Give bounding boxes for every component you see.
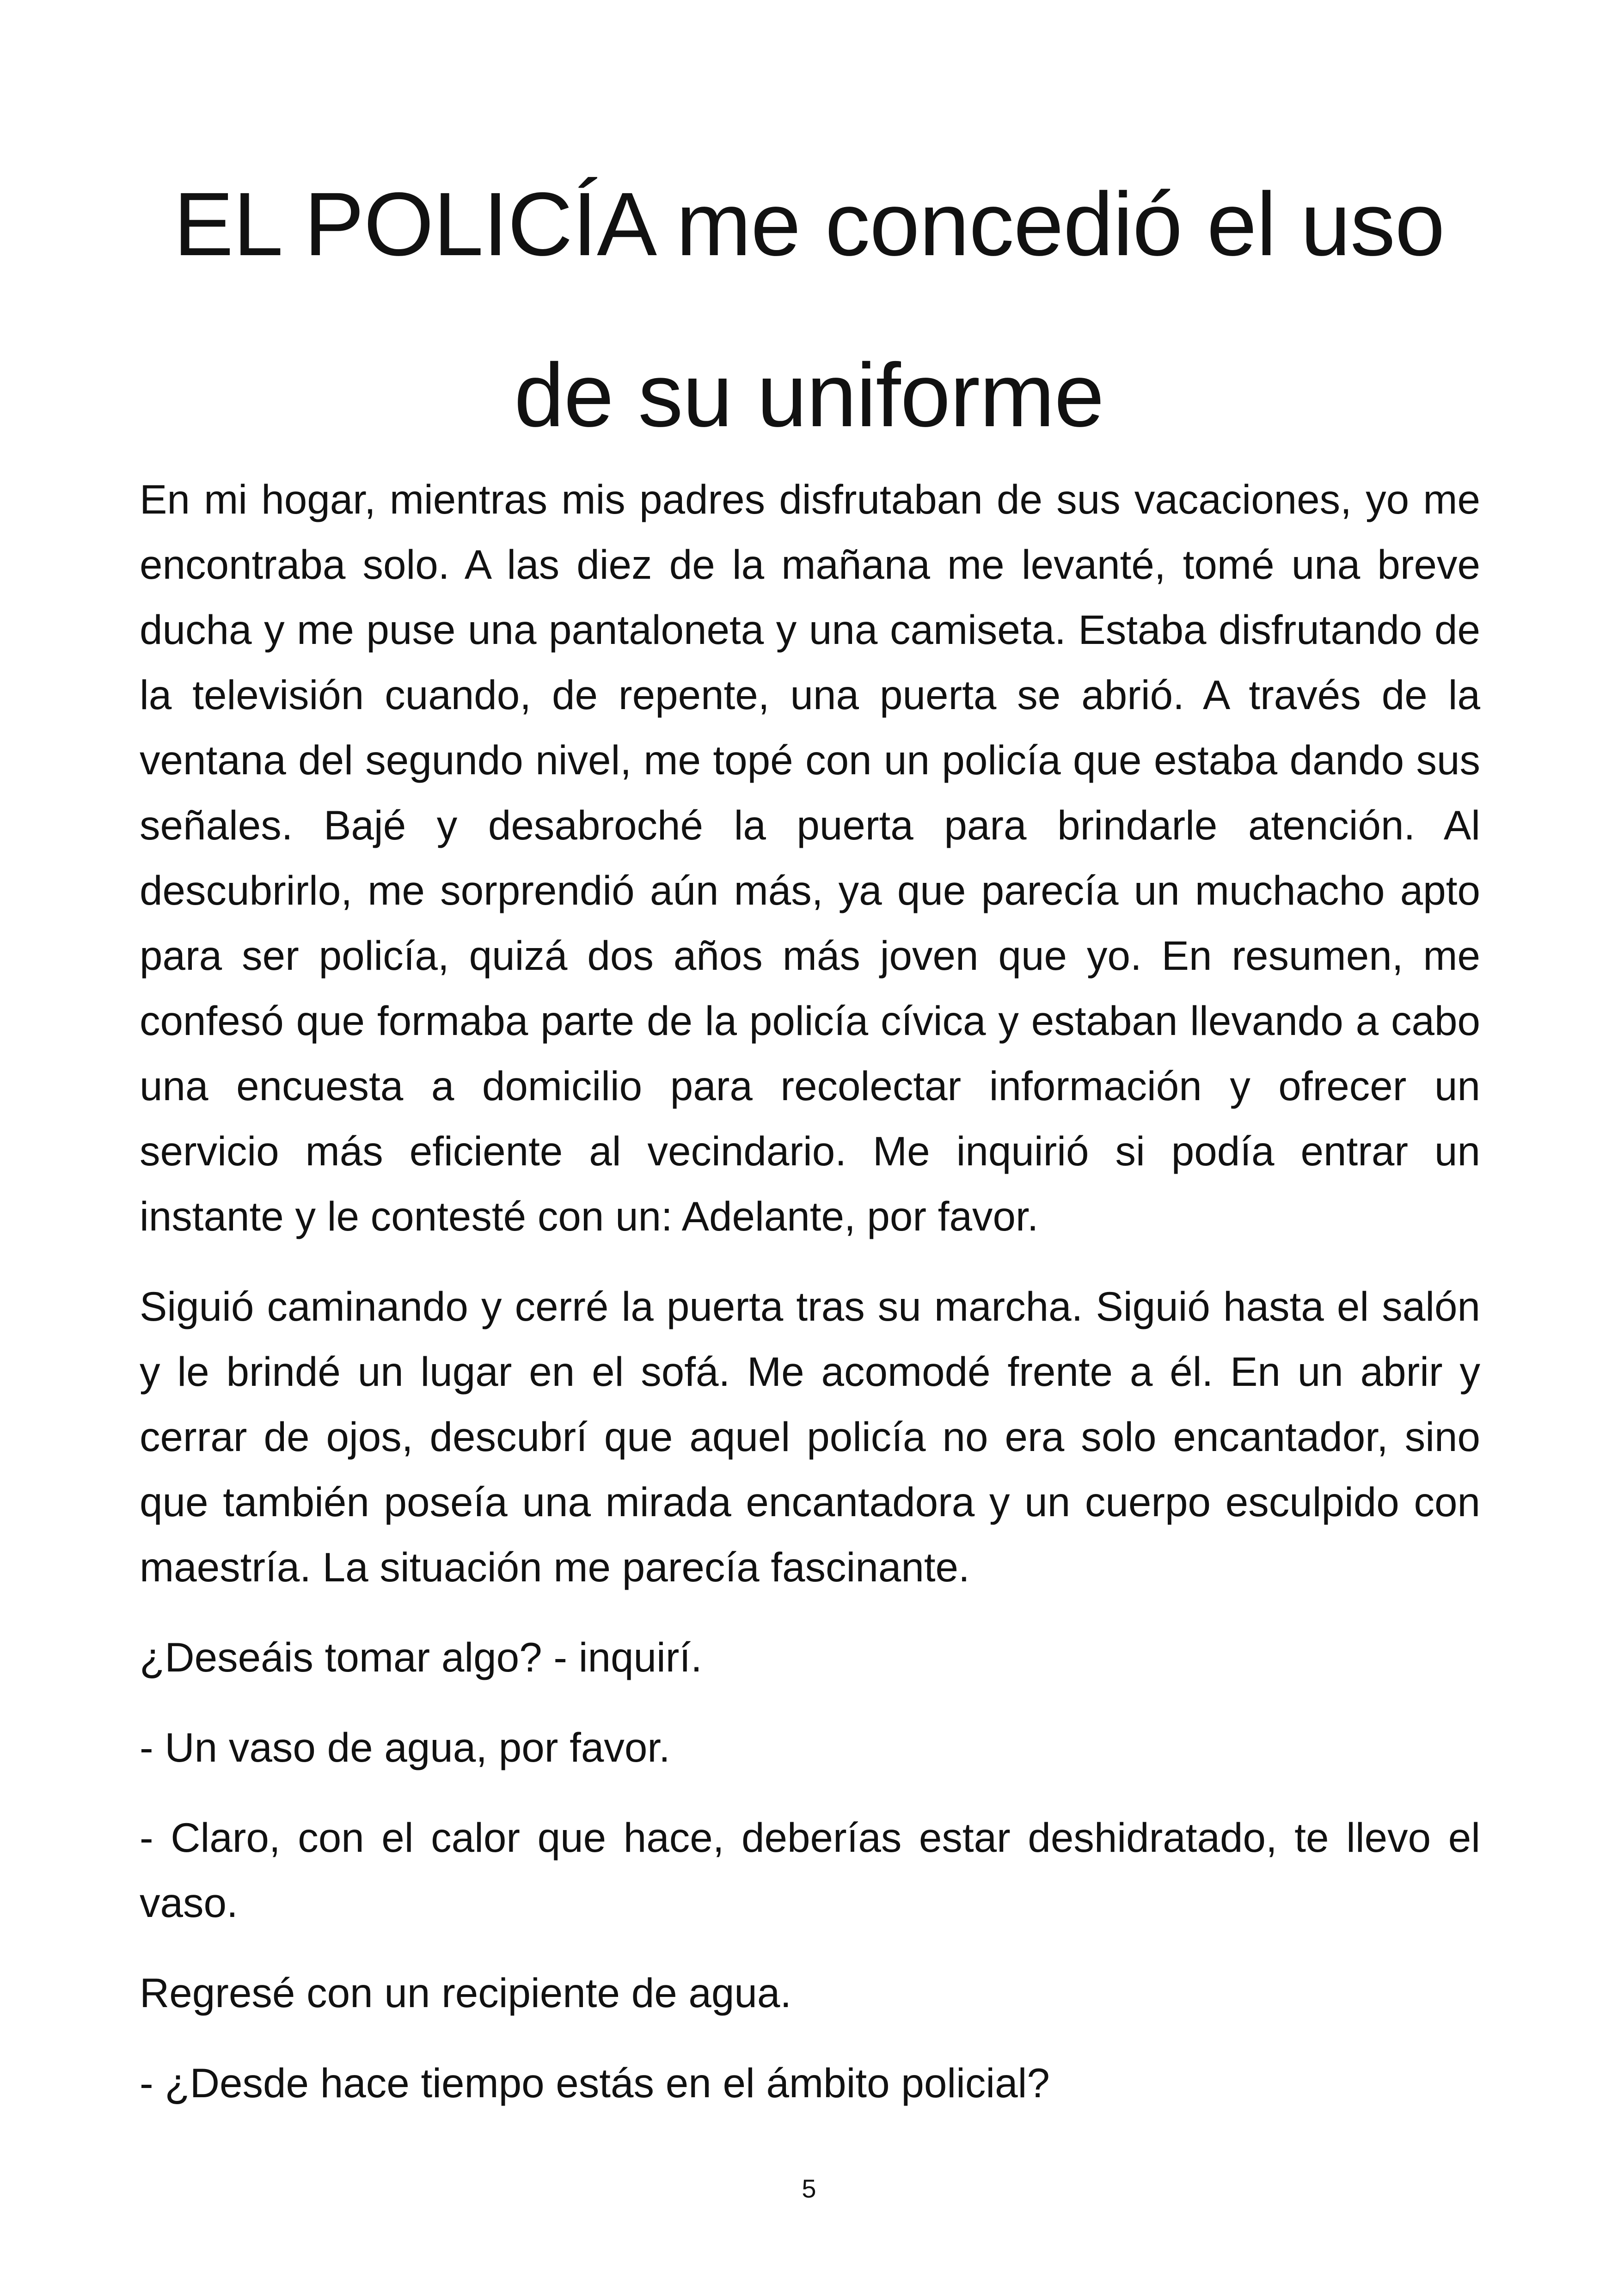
paragraph-4: - Un vaso de agua, por favor. bbox=[140, 1724, 670, 1770]
paragraph-5: - Claro, con el calor que hace, deberías estar deshidratado, te llevo el vaso. bbox=[140, 1814, 1480, 1926]
paragraph-6: Regresé con un recipiente de agua. bbox=[140, 1970, 792, 2016]
paragraph-2: Siguió caminando y cerré la puerta tras su marcha. Siguió hasta el salón y le brindé un lugar en el sofá. Me acomodé frente a él. En un abrir y cerrar de ojos, descubrí que aquel policía no era solo encantador, sino que también poseía una mirada encantadora y un cuerpo esculpido con maestría. La situación me parecía fascinante. bbox=[140, 1283, 1480, 1590]
paragraph-1: En mi hogar, mientras mis padres disfrutaban de sus vacaciones, yo me encontraba solo. A las diez de la mañana me levanté, tomé una breve ducha y me puse una pantaloneta y una camiseta. Estaba disfrutando de la televisión cuando, de repente, una puerta se abrió. A través de la ventana del segundo nivel, me topé con un policía que estaba dando sus señales. Bajé y desabroché la puerta para brindarle atención. Al descubrirlo, me sorprendió aún más, ya que parecía un muchacho apto para ser policía, quizá dos años más joven que yo. En resumen, me confesó que formaba parte de la policía cívica y estaban llevando a cabo una encuesta a domicilio para recolectar información y ofrecer un servicio más eficiente al vecindario. Me inquirió si podía entrar un instante y le contesté con un: Adelante, por favor. bbox=[140, 476, 1480, 1239]
page-number: 5 bbox=[802, 2174, 816, 2203]
paragraph-3: ¿Deseáis tomar algo? - inquirí. bbox=[140, 1634, 702, 1680]
page-title: EL POLICÍA me concedió el uso de su uniforme bbox=[173, 174, 1445, 446]
paragraph-7: - ¿Desde hace tiempo estás en el ámbito policial? bbox=[140, 2060, 1050, 2106]
body-text bbox=[140, 467, 1480, 2141]
